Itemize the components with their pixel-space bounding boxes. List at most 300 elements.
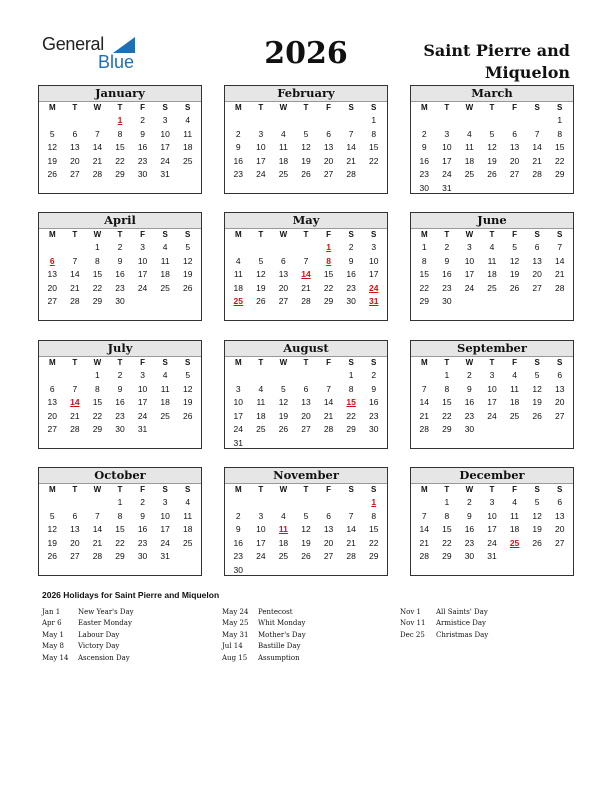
- weekday-header: F: [140, 485, 145, 494]
- holiday-date: Jul 14: [222, 642, 243, 651]
- day: 14: [346, 524, 356, 535]
- day: 24: [160, 537, 170, 548]
- day: 30: [419, 182, 430, 193]
- day: 28: [419, 551, 430, 562]
- month-name: December: [411, 468, 573, 484]
- day: 21: [92, 537, 103, 548]
- day: 19: [487, 155, 497, 166]
- day: 22: [442, 410, 452, 421]
- day: 23: [346, 282, 356, 293]
- holiday-day: 1: [326, 242, 331, 252]
- day: 7: [557, 242, 563, 252]
- day: 10: [160, 128, 170, 139]
- empty-day: [272, 114, 295, 128]
- day: 26: [278, 424, 289, 435]
- day: 16: [233, 537, 244, 548]
- day: 1: [557, 115, 563, 125]
- holiday-date: Nov 1: [400, 608, 421, 616]
- weekday-header: S: [371, 230, 377, 239]
- holiday-name: Victory Day: [78, 642, 120, 651]
- day: 8: [95, 255, 100, 266]
- day: 15: [92, 397, 103, 408]
- day: 19: [532, 397, 542, 408]
- day: 21: [323, 410, 334, 421]
- weekday-header: M: [234, 485, 242, 494]
- day: 14: [419, 524, 430, 535]
- day: 16: [464, 397, 475, 408]
- day: 22: [419, 282, 430, 293]
- empty-day: [272, 496, 295, 510]
- month-may: [224, 212, 388, 321]
- day: 9: [444, 255, 450, 266]
- holiday-name: Ascension Day: [78, 653, 130, 662]
- day: 13: [301, 397, 311, 408]
- weekday-header: W: [93, 485, 102, 494]
- weekday-header: M: [420, 358, 428, 367]
- weekday-header: S: [348, 230, 354, 239]
- day: 31: [160, 169, 170, 180]
- day: 2: [444, 242, 450, 252]
- day: 21: [70, 410, 80, 421]
- holiday-row: [42, 630, 134, 641]
- day: 22: [554, 155, 565, 166]
- day: 3: [444, 128, 450, 139]
- day: 16: [368, 397, 379, 408]
- weekday-header: S: [557, 358, 563, 367]
- day: 17: [256, 155, 266, 166]
- day: 22: [346, 410, 356, 421]
- day: 7: [348, 128, 354, 139]
- day: 7: [95, 510, 100, 521]
- day: 18: [182, 524, 193, 535]
- day: 11: [487, 255, 497, 266]
- day: 1: [444, 497, 450, 507]
- day: 16: [137, 142, 148, 153]
- day: 16: [419, 155, 430, 166]
- day: 5: [281, 383, 286, 394]
- day: 31: [137, 424, 148, 435]
- day: 4: [281, 510, 286, 521]
- day: 20: [47, 410, 58, 421]
- day: 2: [467, 497, 472, 507]
- day: 25: [509, 410, 520, 421]
- weekday-header: S: [185, 230, 191, 239]
- country-name-line-2: Miquelon: [484, 63, 570, 82]
- empty-day: [272, 369, 295, 383]
- day: 2: [371, 370, 377, 380]
- day: 28: [70, 424, 80, 435]
- day: 8: [117, 128, 123, 139]
- day: 9: [467, 510, 472, 521]
- weekday-header: T: [489, 230, 495, 239]
- holiday-row: [222, 641, 306, 652]
- day: 13: [47, 269, 58, 280]
- holiday-date: May 31: [222, 630, 249, 639]
- day: 22: [92, 282, 103, 293]
- day: 20: [70, 537, 80, 548]
- day: 31: [487, 551, 497, 562]
- day: 30: [442, 296, 452, 307]
- day: 18: [487, 269, 497, 280]
- day: 23: [115, 410, 125, 421]
- day: 5: [185, 370, 191, 380]
- holiday-row: [400, 618, 488, 629]
- day: 30: [137, 169, 148, 180]
- holiday-name: Bastille Day: [258, 642, 301, 651]
- empty-day: [250, 496, 273, 510]
- day: 17: [442, 155, 452, 166]
- day: 28: [92, 169, 103, 180]
- holidays-title: 2026 Holidays for Saint Pierre and Miquelon: [42, 590, 220, 600]
- day: 21: [301, 282, 311, 293]
- day: 16: [442, 269, 452, 280]
- day: 5: [534, 497, 540, 507]
- day: 5: [49, 128, 55, 139]
- day: 20: [554, 397, 565, 408]
- month-february: [224, 85, 388, 194]
- day: 18: [464, 155, 475, 166]
- day: 28: [70, 296, 80, 307]
- day: 27: [323, 169, 334, 180]
- day: 23: [464, 537, 475, 548]
- holiday-day: 25: [509, 537, 520, 548]
- day: 13: [70, 524, 80, 535]
- day: 17: [160, 524, 170, 535]
- month-days-grid: [411, 229, 573, 309]
- day: 13: [509, 142, 520, 153]
- day: 17: [256, 537, 266, 548]
- weekday-header: S: [534, 230, 540, 239]
- day: 1: [348, 370, 354, 380]
- day: 29: [92, 424, 103, 435]
- day: 21: [346, 155, 356, 166]
- day: 27: [509, 169, 520, 180]
- day: 10: [137, 255, 148, 266]
- day: 27: [70, 551, 80, 562]
- day: 12: [47, 524, 58, 535]
- holiday-date: Apr 6: [42, 619, 62, 628]
- day: 13: [323, 142, 334, 153]
- holiday-day: 31: [368, 296, 379, 307]
- holiday-date: Aug 15: [222, 653, 248, 662]
- day: 19: [47, 155, 58, 166]
- weekday-header: W: [279, 103, 288, 112]
- month-days-grid: [225, 357, 387, 451]
- day: 11: [465, 142, 474, 153]
- day: 12: [182, 255, 193, 266]
- day: 19: [532, 524, 542, 535]
- holiday-name: All Saints' Day: [436, 608, 488, 616]
- day: 24: [160, 155, 170, 166]
- weekday-header: T: [303, 230, 309, 239]
- weekday-header: F: [512, 485, 517, 494]
- day: 25: [256, 424, 266, 435]
- month-august: [224, 340, 388, 449]
- day: 24: [256, 169, 266, 180]
- day: 24: [137, 282, 148, 293]
- holiday-name: New Year's Day: [78, 608, 134, 616]
- day: 28: [532, 169, 542, 180]
- day: 25: [278, 169, 289, 180]
- day: 9: [140, 128, 145, 139]
- day: 3: [140, 242, 145, 252]
- day: 1: [95, 370, 100, 380]
- month-days-grid: [411, 102, 573, 196]
- day: 17: [487, 397, 497, 408]
- holiday-name: Easter Monday: [78, 619, 132, 628]
- weekday-header: W: [465, 485, 474, 494]
- holiday-day: 14: [70, 397, 80, 408]
- day: 21: [554, 269, 565, 280]
- weekday-header: F: [512, 358, 517, 367]
- empty-day: [64, 496, 87, 510]
- holidays-column: [400, 607, 488, 641]
- day: 3: [140, 370, 145, 380]
- day: 3: [162, 497, 168, 507]
- weekday-header: T: [72, 358, 78, 367]
- day: 19: [256, 282, 266, 293]
- day: 31: [442, 182, 452, 193]
- day: 24: [487, 410, 497, 421]
- day: 18: [233, 282, 244, 293]
- day: 28: [346, 169, 356, 180]
- day: 25: [160, 410, 170, 421]
- day: 6: [326, 128, 331, 139]
- holiday-row: [42, 653, 134, 664]
- day: 15: [115, 524, 125, 535]
- empty-day: [317, 114, 340, 128]
- holiday-row: [42, 618, 134, 629]
- day: 17: [137, 269, 148, 280]
- holiday-name: Labour Day: [78, 630, 120, 639]
- day: 27: [323, 551, 334, 562]
- day: 12: [532, 383, 542, 394]
- logo-triangle-icon: [113, 37, 135, 53]
- holiday-row: [42, 607, 134, 618]
- day: 23: [419, 169, 430, 180]
- day: 6: [49, 383, 55, 394]
- day: 3: [235, 383, 241, 394]
- day: 2: [117, 242, 123, 252]
- holiday-date: Jan 1: [42, 608, 61, 616]
- day: 29: [323, 296, 334, 307]
- weekday-header: W: [465, 103, 474, 112]
- month-name: October: [39, 468, 201, 484]
- weekday-header: W: [465, 358, 474, 367]
- day: 12: [182, 383, 193, 394]
- day: 9: [348, 255, 354, 266]
- day: 8: [421, 255, 427, 266]
- empty-day: [41, 369, 64, 383]
- day: 26: [256, 296, 266, 307]
- empty-day: [41, 496, 64, 510]
- day: 4: [467, 128, 472, 139]
- day: 15: [115, 142, 125, 153]
- weekday-header: T: [444, 230, 450, 239]
- day: 9: [235, 524, 241, 535]
- day: 22: [323, 282, 334, 293]
- day: 21: [532, 155, 542, 166]
- day: 2: [140, 497, 145, 507]
- holiday-day: 11: [278, 524, 288, 535]
- day: 4: [281, 128, 286, 139]
- holiday-day: 24: [368, 282, 379, 293]
- empty-day: [86, 496, 109, 510]
- day: 25: [278, 551, 289, 562]
- day: 13: [532, 255, 542, 266]
- day: 17: [160, 142, 170, 153]
- day: 23: [233, 551, 244, 562]
- day: 7: [421, 510, 427, 521]
- day: 21: [346, 537, 356, 548]
- day: 11: [510, 383, 519, 394]
- empty-day: [41, 114, 64, 128]
- weekday-header: S: [348, 485, 354, 494]
- day: 12: [532, 510, 542, 521]
- empty-day: [86, 114, 109, 128]
- weekday-header: F: [140, 103, 145, 112]
- weekday-header: S: [162, 358, 168, 367]
- day: 12: [47, 142, 58, 153]
- holiday-row: [42, 641, 134, 652]
- weekday-header: S: [348, 358, 354, 367]
- weekday-header: W: [465, 230, 474, 239]
- day: 9: [421, 142, 427, 153]
- weekday-header: M: [234, 230, 242, 239]
- day: 10: [256, 142, 266, 153]
- weekday-header: T: [258, 358, 264, 367]
- empty-day: [413, 496, 436, 510]
- weekday-header: S: [371, 485, 377, 494]
- day: 5: [49, 510, 55, 521]
- day: 16: [115, 397, 125, 408]
- day: 8: [444, 383, 450, 394]
- day: 2: [117, 370, 123, 380]
- empty-day: [250, 114, 273, 128]
- day: 9: [140, 510, 145, 521]
- weekday-header: W: [279, 358, 288, 367]
- day: 14: [554, 255, 565, 266]
- day: 23: [464, 410, 475, 421]
- weekday-header: T: [117, 230, 123, 239]
- weekday-header: W: [93, 103, 102, 112]
- day: 19: [182, 269, 193, 280]
- month-july: [38, 340, 202, 449]
- empty-day: [436, 114, 459, 128]
- day: 3: [467, 242, 472, 252]
- day: 19: [47, 537, 58, 548]
- day: 3: [258, 510, 264, 521]
- day: 5: [303, 510, 309, 521]
- day: 19: [182, 397, 193, 408]
- day: 4: [235, 255, 241, 266]
- country-name: [400, 40, 570, 84]
- month-name: May: [225, 213, 387, 229]
- day: 30: [115, 424, 125, 435]
- day: 24: [487, 537, 497, 548]
- weekday-header: T: [303, 358, 309, 367]
- holiday-day: 6: [49, 255, 55, 266]
- day: 7: [303, 255, 309, 266]
- day: 31: [233, 437, 244, 448]
- weekday-header: T: [72, 485, 78, 494]
- day: 1: [371, 115, 377, 125]
- holiday-date: May 1: [42, 630, 64, 639]
- day: 27: [554, 410, 565, 421]
- logo-general-text: General: [42, 34, 104, 54]
- day: 28: [346, 551, 356, 562]
- holiday-row: [222, 607, 306, 618]
- month-december: [410, 467, 574, 576]
- month-name: September: [411, 341, 573, 357]
- empty-day: [295, 369, 318, 383]
- empty-day: [317, 369, 340, 383]
- day: 20: [278, 282, 289, 293]
- weekday-header: M: [48, 485, 56, 494]
- holiday-day: 1: [117, 115, 123, 125]
- weekday-header: T: [303, 103, 309, 112]
- day: 21: [419, 410, 430, 421]
- day: 22: [368, 155, 379, 166]
- weekday-header: F: [512, 103, 517, 112]
- day: 6: [534, 242, 540, 252]
- day: 20: [509, 155, 520, 166]
- holiday-date: May 14: [42, 653, 69, 662]
- empty-day: [41, 241, 64, 255]
- day: 29: [115, 551, 125, 562]
- day: 28: [554, 282, 565, 293]
- day: 7: [421, 383, 427, 394]
- weekday-header: F: [326, 103, 331, 112]
- day: 10: [137, 383, 148, 394]
- weekday-header: S: [534, 358, 540, 367]
- day: 19: [278, 410, 289, 421]
- day: 28: [323, 424, 334, 435]
- weekday-header: M: [48, 103, 56, 112]
- holiday-date: May 8: [42, 642, 64, 651]
- day: 3: [489, 497, 495, 507]
- day: 16: [346, 269, 356, 280]
- day: 7: [534, 128, 540, 139]
- month-name: November: [225, 468, 387, 484]
- day: 14: [92, 524, 103, 535]
- day: 18: [278, 155, 289, 166]
- day: 29: [554, 169, 565, 180]
- day: 9: [371, 383, 377, 394]
- holiday-row: [400, 630, 488, 641]
- day: 10: [368, 255, 379, 266]
- weekday-header: F: [512, 230, 517, 239]
- day: 31: [160, 551, 170, 562]
- empty-day: [295, 496, 318, 510]
- month-april: [38, 212, 202, 321]
- day: 10: [256, 524, 266, 535]
- day: 7: [348, 510, 354, 521]
- weekday-header: S: [162, 103, 168, 112]
- day: 15: [92, 269, 103, 280]
- weekday-header: T: [117, 103, 123, 112]
- holiday-day: 1: [371, 497, 377, 507]
- day: 8: [95, 383, 100, 394]
- weekday-header: F: [326, 358, 331, 367]
- weekday-header: S: [557, 230, 563, 239]
- day: 8: [371, 128, 377, 139]
- day: 26: [301, 551, 311, 562]
- day: 20: [323, 155, 334, 166]
- month-days-grid: [39, 484, 201, 564]
- day: 6: [512, 128, 517, 139]
- day: 9: [117, 255, 123, 266]
